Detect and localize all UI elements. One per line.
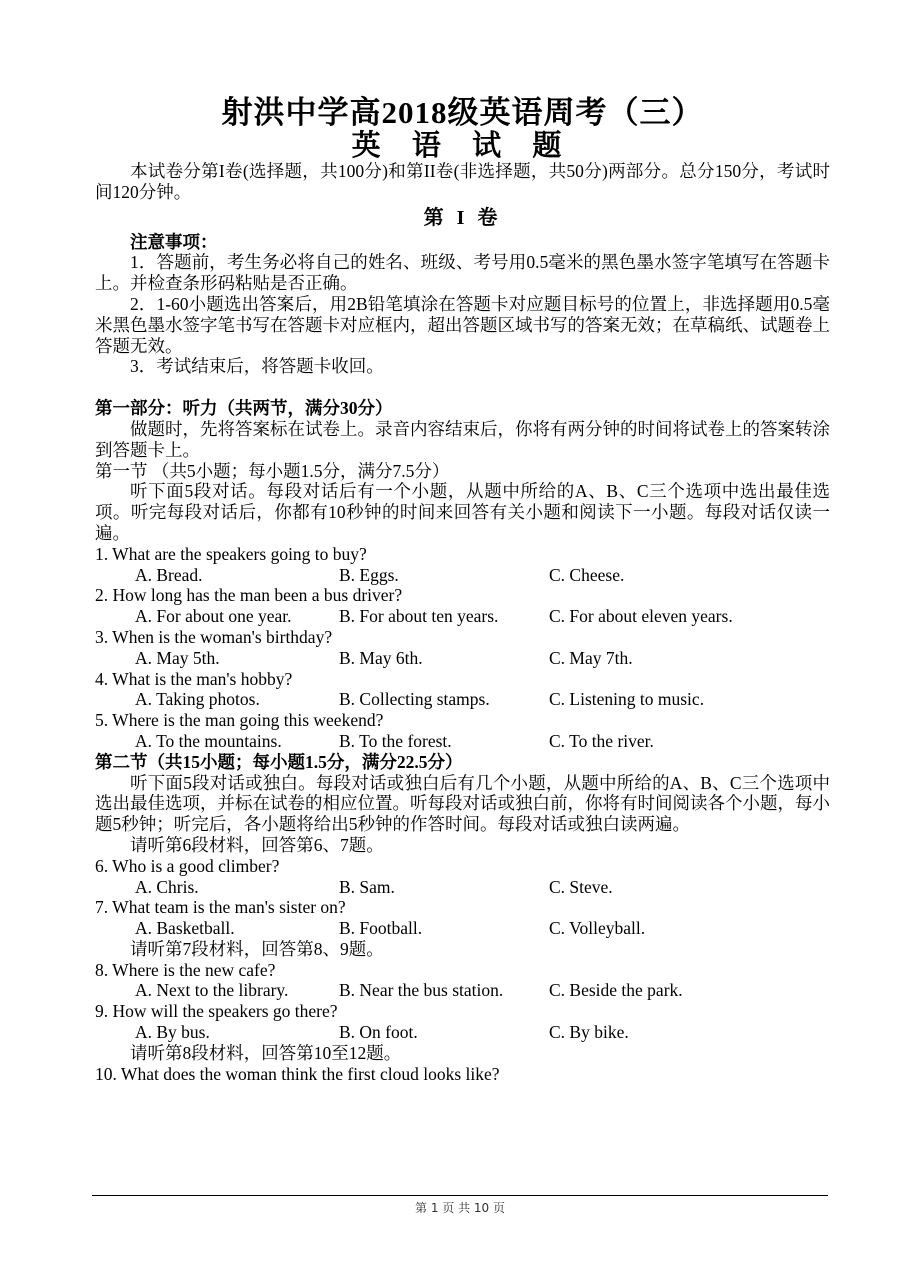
option-a: A. Basketball.	[135, 918, 235, 939]
question-4	[95, 669, 830, 711]
option-b: B. Near the bus station.	[339, 980, 504, 1001]
question-text: 2. How long has the man been a bus driver?	[95, 585, 403, 606]
question-7	[95, 897, 830, 939]
exam-subtitle: 英 语 试 题	[351, 130, 574, 162]
option-a: A. By bus.	[135, 1022, 210, 1043]
question-text: 5. Where is the man going this weekend?	[95, 710, 384, 731]
option-b: B. On foot.	[339, 1022, 418, 1043]
question-5	[95, 710, 830, 752]
option-c: C. For about eleven years.	[549, 606, 733, 627]
exam-page	[95, 96, 830, 1084]
option-c: C. By bike.	[549, 1022, 629, 1043]
footer-divider	[92, 1195, 828, 1196]
page-footer: 第 1 页 共 10 页	[415, 1201, 505, 1215]
intro-paragraph: 本试卷分第I卷(选择题，共100分)和第II卷(非选择题，共50分)两部分。总分150分，考试时间120分钟。	[95, 161, 830, 202]
question-9	[95, 1001, 830, 1043]
question-text: 10. What does the woman think the first cloud looks like?	[95, 1063, 500, 1084]
question-text: 7. What team is the man's sister on?	[95, 897, 346, 918]
option-a: A. Chris.	[135, 876, 199, 897]
question-text: 4. What is the man's hobby?	[95, 668, 293, 689]
material-7-prompt: 请听第7段材料，回答第8、9题。	[130, 938, 384, 959]
option-c: C. Cheese.	[549, 564, 625, 585]
option-b: B. Football.	[339, 918, 423, 939]
option-b: B. Sam.	[339, 876, 395, 897]
part1-heading: 第一部分：听力（共两节，满分30分）	[95, 398, 393, 419]
question-1	[95, 544, 830, 586]
section1-instructions: 听下面5段对话。每段对话后有一个小题，从题中所给的A、B、C三个选项中选出最佳选项。听完每段对话后，你都有10秒钟的时间来回答有关小题和阅读下一小题。每段对话仅读一遍。	[95, 481, 830, 543]
section2-heading: 第二节（共15小题；每小题1.5分，满分22.5分）	[95, 751, 463, 772]
question-text: 8. Where is the new cafe?	[95, 959, 276, 980]
question-text: 3. When is the woman's birthday?	[95, 626, 333, 647]
question-3	[95, 627, 830, 669]
material-6-prompt: 请听第6段材料，回答第6、7题。	[130, 834, 384, 855]
option-c: C. Beside the park.	[549, 980, 683, 1001]
notice-item-1: 1．答题前，考生务必将自己的姓名、班级、考号用0.5毫米的黑色墨水签字笔填写在答题卡上。并检查条形码粘贴是否正确。	[95, 252, 830, 294]
material-8-prompt: 请听第8段材料，回答第10至12题。	[130, 1042, 402, 1063]
question-text: 1. What are the speakers going to buy?	[95, 543, 367, 564]
question-8	[95, 960, 830, 1002]
option-b: B. Eggs.	[339, 564, 399, 585]
section1-heading: 第一节 （共5小题；每小题1.5分，满分7.5分）	[95, 460, 450, 481]
option-a: A. For about one year.	[135, 606, 292, 627]
option-c: C. Listening to music.	[549, 689, 705, 710]
option-b: B. Collecting stamps.	[339, 689, 490, 710]
option-c: C. Steve.	[549, 876, 613, 897]
option-a: A. Taking photos.	[135, 689, 260, 710]
option-a: A. To the mountains.	[135, 730, 282, 751]
option-a: A. May 5th.	[135, 647, 220, 668]
notice-item-2: 2．1-60小题选出答案后，用2B铅笔填涂在答题卡对应题目标号的位置上，非选择题用0.5毫米黑色墨水签字笔书写在答题卡对应框内，超出答题区域书写的答案无效；在草稿纸、试题卷上答题无效。	[95, 293, 830, 356]
part1-instructions: 做题时，先将答案标在试卷上。录音内容结束后，你将有两分钟的时间将试卷上的答案转涂到答题卡上。	[95, 418, 830, 460]
exam-title: 射洪中学高2018级英语周考（三）	[221, 95, 704, 130]
option-b: B. May 6th.	[339, 647, 423, 668]
option-a: A. Next to the library.	[135, 980, 289, 1001]
question-text: 9. How will the speakers go there?	[95, 1001, 338, 1022]
section2-instructions: 听下面5段对话或独白。每段对话或独白后有几个小题，从题中所给的A、B、C三个选项中选出最佳选项，并标在试卷的相应位置。听每段对话或独白前，你将有时间阅读各个小题，每小题5秒钟；听完后，各小题将给出5秒钟的作答时间。每段对话或独白读两遍。	[95, 772, 830, 835]
option-b: B. To the forest.	[339, 730, 452, 751]
volume-title: 第 I 卷	[423, 206, 502, 229]
option-b: B. For about ten years.	[339, 606, 499, 627]
option-c: C. Volleyball.	[549, 918, 646, 939]
notice-item-3: 3．考试结束后，将答题卡收回。	[130, 356, 384, 377]
notice-heading: 注意事项：	[130, 231, 218, 252]
question-text: 6. Who is a good climber?	[95, 855, 280, 876]
question-2	[95, 585, 830, 627]
option-c: C. May 7th.	[549, 647, 633, 668]
option-c: C. To the river.	[549, 730, 654, 751]
option-a: A. Bread.	[135, 564, 203, 585]
question-6	[95, 856, 830, 898]
question-10	[95, 1064, 830, 1085]
